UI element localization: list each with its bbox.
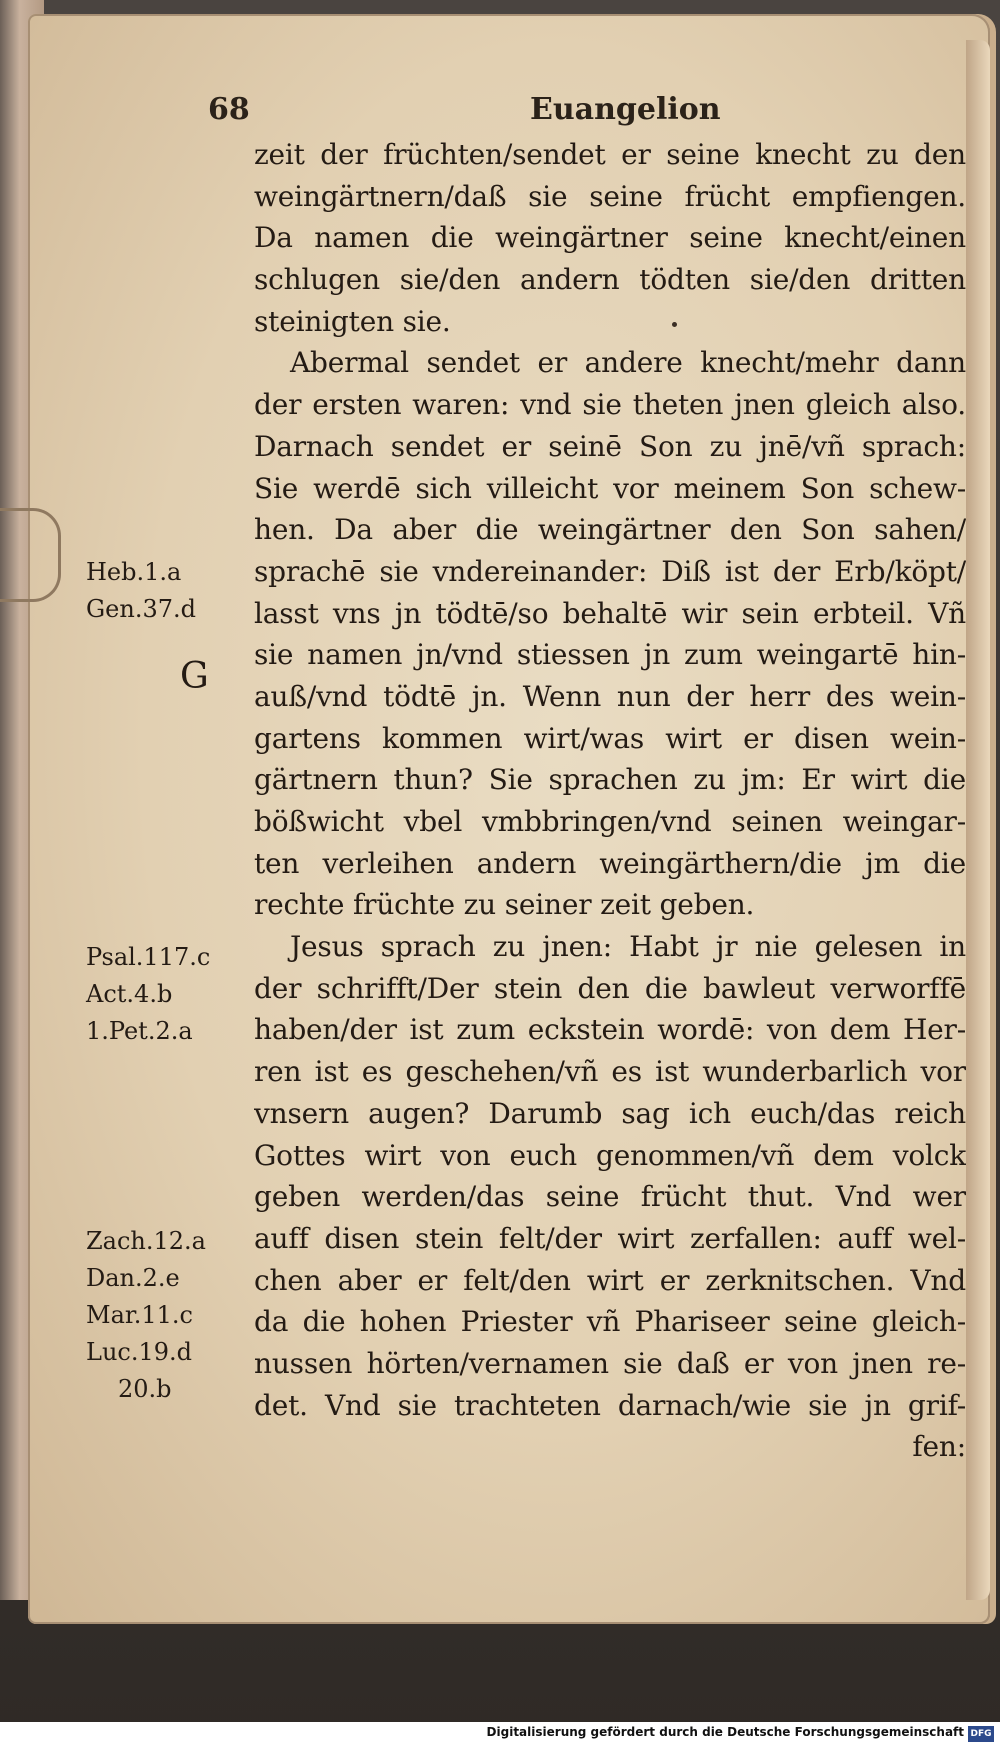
text-line: hen. Da aber die weingärtner den Son sahen/ — [254, 513, 966, 547]
margin-reference: Mar.11.c — [86, 1301, 193, 1329]
text-line: Da namen die weingärtner seine knecht/einen — [254, 221, 966, 255]
text-line: lasst vns jn tödtē/so behaltē wir sein erbteil. Vñ — [254, 596, 966, 630]
margin-reference: Dan.2.e — [86, 1264, 180, 1292]
margin-reference: Act.4.b — [86, 980, 173, 1008]
margin-reference: 1.Pet.2.a — [86, 1017, 193, 1045]
text-line: bößwicht vbel vmbbringen/vnd seinen weingar- — [254, 805, 966, 838]
page-header — [0, 92, 1000, 132]
text-line: ren ist es geschehen/vñ es ist wunderbarlich vor — [254, 1055, 966, 1089]
margin-section-letter: G — [180, 656, 209, 697]
margin-reference: Gen.37.d — [86, 595, 196, 623]
text-line: da die hohen Priester vñ Phariseer seine gleich- — [254, 1305, 966, 1339]
text-line: Abermal sendet er andere knecht/mehr dann — [290, 346, 966, 380]
footer-credit: Digitalisierung gefördert durch die Deutsche Forschungsgemeinschaft — [486, 1725, 964, 1739]
text-line: rechte früchte zu seiner zeit geben. — [254, 888, 755, 922]
text-line: ten verleihen andern weingärthern/die jm die — [254, 846, 966, 880]
text-line: auff disen stein felt/der wirt zerfallen: auff wel- — [254, 1221, 966, 1255]
text-line: zeit der früchten/sendet er seine knecht zu den — [254, 138, 966, 171]
text-line: det. Vnd sie trachteten darnach/wie sie jn grif- — [254, 1388, 966, 1422]
page-number: 68 — [208, 92, 250, 127]
catchword: fen: — [912, 1430, 966, 1464]
text-line: Darnach sendet er seinē Son zu jnē/vñ sprach: — [254, 429, 966, 463]
text-line: weingärtnern/daß sie seine frücht empfiengen. — [254, 179, 966, 213]
text-line: Jesus sprach zu jnen: Habt jr nie gelesen in — [290, 930, 966, 964]
dfg-logo: DFG — [968, 1726, 994, 1742]
text-line: Sie werdē sich villeicht vor meinem Son schew- — [254, 471, 966, 505]
text-line: chen aber er felt/den wirt er zerknitschen. Vnd — [254, 1263, 966, 1297]
page-fore-edge — [966, 40, 990, 1600]
clasp-strap — [0, 508, 61, 602]
margin-reference: Luc.19.d — [86, 1338, 192, 1366]
digitization-footer — [0, 1722, 1000, 1746]
text-line: geben werden/das seine frücht thut. Vnd wer — [254, 1180, 966, 1214]
margin-reference: Psal.117.c — [86, 943, 211, 971]
text-line: vnsern augen? Darumb sag ich euch/das reich — [254, 1096, 966, 1130]
body-text — [254, 134, 966, 1468]
text-line: auß/vnd tödtē jn. Wenn nun der herr des wein- — [254, 679, 966, 713]
text-line: der ersten waren: vnd sie theten jnen gleich also. — [254, 388, 966, 422]
margin-reference: Zach.12.a — [86, 1227, 206, 1255]
text-line: nussen hörten/vernamen sie daß er von jnen re- — [254, 1346, 966, 1380]
text-line: sprachē sie vndereinander: Diß ist der Erb/köpt/ — [254, 554, 966, 588]
margin-reference: Heb.1.a — [86, 558, 182, 586]
text-line: schlugen sie/den andern tödten sie/den dritten — [254, 263, 966, 297]
text-line: steinigten sie. — [254, 304, 451, 338]
text-line: gärtnern thun? Sie sprachen zu jm: Er wirt die — [254, 763, 966, 797]
text-line: Gottes wirt von euch genommen/vñ dem volck — [254, 1138, 966, 1172]
text-line: der schrifft/Der stein den die bawleut verworffē — [254, 971, 966, 1005]
running-title: Euangelion — [530, 92, 721, 127]
text-line: gartens kommen wirt/was wirt er disen wein- — [254, 721, 966, 755]
text-line: haben/der ist zum eckstein wordē: von dem Her- — [254, 1013, 966, 1047]
text-line: sie namen jn/vnd stiessen jn zum weingartē hin- — [254, 638, 966, 672]
margin-reference: 20.b — [118, 1375, 172, 1403]
